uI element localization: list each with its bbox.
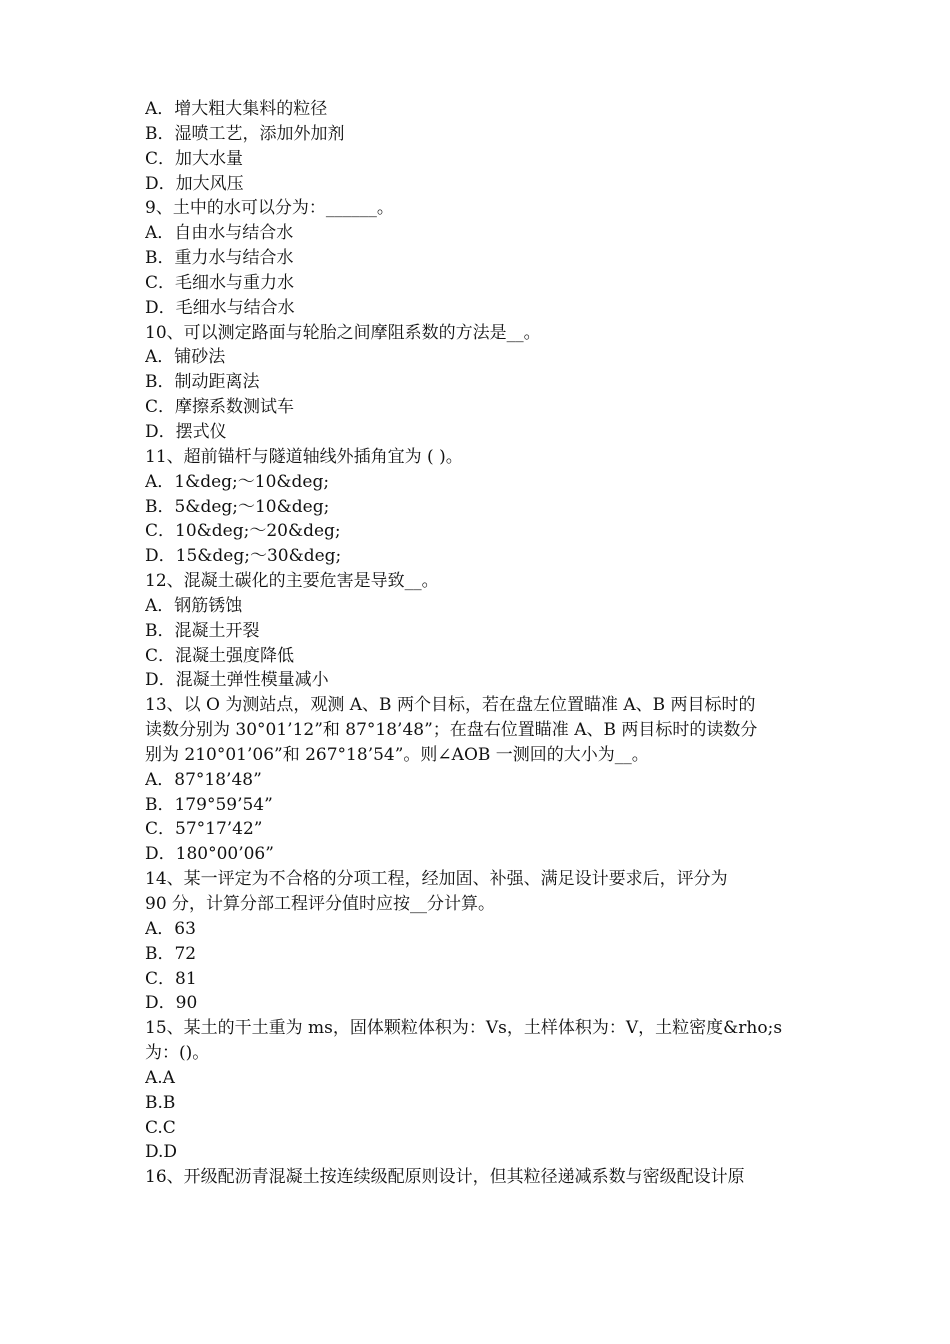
option-line: C．57°17’42” — [145, 819, 263, 840]
question-14-stem-line-1: 14、某一评定为不合格的分项工程，经加固、补强、满足设计要求后，评分为 — [145, 869, 728, 890]
question-13-stem-line-1: 13、以 O 为测站点，观测 A、B 两个目标，若在盘左位置瞄准 A、B 两目标时的 — [145, 695, 756, 716]
option-line: D．毛细水与结合水 — [145, 297, 295, 318]
option-line: A．钢筋锈蚀 — [145, 595, 243, 616]
option-line: B．混凝土开裂 — [145, 620, 260, 641]
option-line: D．摆式仪 — [145, 421, 227, 442]
question-13-stem-line-2: 读数分别为 30°01’12”和 87°18’48”；在盘右位置瞄准 A、B 两目标时的读数分 — [145, 720, 758, 741]
option-line: B.B — [145, 1092, 176, 1113]
question-13-stem-line-3: 别为 210°01’06”和 267°18’54”。则∠AOB 一测回的大小为__。 — [145, 744, 649, 765]
option-line: B．179°59’54” — [145, 794, 273, 815]
option-line: B．制动距离法 — [145, 372, 260, 393]
option-line: C．混凝土强度降低 — [145, 645, 295, 666]
option-line: B．重力水与结合水 — [145, 248, 294, 269]
option-line: D．15&deg;～30&deg; — [145, 546, 342, 567]
option-line: C．81 — [145, 968, 197, 989]
option-line: D．混凝土弹性模量减小 — [145, 670, 329, 691]
question-15-stem-line-1: 15、某土的干土重为 ms，固体颗粒体积为：Vs，土样体积为：V，土粒密度&rho;s — [145, 1018, 783, 1039]
option-line: A．增大粗大集料的粒径 — [145, 99, 328, 119]
option-line: C.C — [145, 1117, 176, 1138]
option-line: A．自由水与结合水 — [145, 223, 294, 244]
question-14-stem-line-2: 90 分，计算分部工程评分值时应按__分计算。 — [145, 894, 496, 914]
option-line: D．180°00’06” — [145, 844, 274, 865]
option-line: B．72 — [145, 943, 197, 964]
question-9-stem: 9、土中的水可以分为：______。 — [145, 198, 394, 219]
option-line: B．5&deg;～10&deg; — [145, 496, 330, 517]
option-line: C．加大水量 — [145, 148, 244, 169]
question-10-stem: 10、可以测定路面与轮胎之间摩阻系数的方法是__。 — [145, 322, 541, 343]
option-line: C．摩擦系数测试车 — [145, 397, 295, 418]
option-line: B．湿喷工艺，添加外加剂 — [145, 123, 345, 144]
question-11-stem: 11、超前锚杆与隧道轴线外插角宜为 ( )。 — [145, 446, 463, 467]
question-15-stem-line-2: 为：()。 — [145, 1043, 210, 1064]
question-text-block — [145, 97, 810, 1190]
option-line: A．铺砂法 — [145, 347, 226, 368]
option-line: A．1&deg;～10&deg; — [145, 471, 330, 492]
option-line: A．63 — [145, 918, 196, 939]
option-line: D.D — [145, 1142, 178, 1163]
option-line: A．87°18’48” — [145, 769, 262, 790]
question-16-stem-line-1: 16、开级配沥青混凝土按连续级配原则设计，但其粒径递减系数与密级配设计原 — [145, 1167, 745, 1188]
question-12-stem: 12、混凝土碳化的主要危害是导致__。 — [145, 571, 439, 592]
option-line: D．加大风压 — [145, 173, 244, 194]
option-line: A.A — [145, 1067, 175, 1088]
option-line: D．90 — [145, 993, 198, 1014]
option-line: C．毛细水与重力水 — [145, 272, 295, 293]
option-line: C．10&deg;～20&deg; — [145, 521, 341, 542]
